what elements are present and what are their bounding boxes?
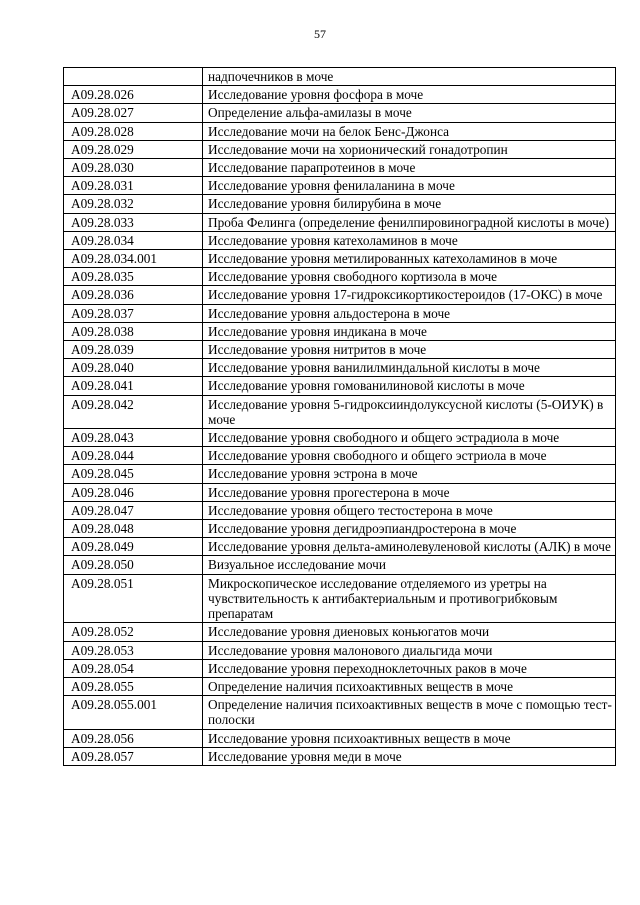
- service-name-cell: Исследование уровня общего тестостерона в моче: [203, 501, 616, 519]
- table-row: [64, 483, 616, 501]
- table-row: [64, 623, 616, 641]
- service-name-cell: Исследование уровня прогестерона в моче: [203, 483, 616, 501]
- table-row: [64, 677, 616, 695]
- table-row: [64, 341, 616, 359]
- service-name-cell: Исследование уровня индикана в моче: [203, 322, 616, 340]
- service-name-cell: Визуальное исследование мочи: [203, 556, 616, 574]
- service-name-cell: Исследование уровня нитритов в моче: [203, 341, 616, 359]
- service-name-cell: Исследование парапротеинов в моче: [203, 159, 616, 177]
- table-row: [64, 696, 616, 729]
- service-name-cell: Исследование уровня фосфора в моче: [203, 86, 616, 104]
- table-row: [64, 213, 616, 231]
- service-name-cell: Исследование уровня метилированных катехоламинов в моче: [203, 250, 616, 268]
- service-name-cell: Проба Фелинга (определение фенилпировиноградной кислоты в моче): [203, 213, 616, 231]
- service-code-cell: A09.28.039: [64, 341, 203, 359]
- service-code-cell: A09.28.037: [64, 304, 203, 322]
- service-name-cell: Определение наличия психоактивных веществ в моче с помощью тест-полоски: [203, 696, 616, 729]
- service-name-cell: Исследование уровня альдостерона в моче: [203, 304, 616, 322]
- service-name-cell: Исследование уровня 5-гидроксииндолуксусной кислоты (5-ОИУК) в моче: [203, 395, 616, 428]
- service-code-cell: A09.28.046: [64, 483, 203, 501]
- service-code-cell: A09.28.036: [64, 286, 203, 304]
- service-code-cell: A09.28.051: [64, 574, 203, 623]
- service-code-cell: A09.28.031: [64, 177, 203, 195]
- service-code-cell: A09.28.057: [64, 747, 203, 765]
- table-row: [64, 231, 616, 249]
- table-row: [64, 520, 616, 538]
- service-name-cell: Исследование уровня психоактивных веществ в моче: [203, 729, 616, 747]
- table-row: [64, 429, 616, 447]
- page-number: 57: [314, 27, 326, 41]
- table-row: [64, 86, 616, 104]
- service-name-cell: Исследование уровня ванилилминдальной кислоты в моче: [203, 359, 616, 377]
- service-name-cell: Исследование уровня 17-гидроксикортикостероидов (17-ОКС) в моче: [203, 286, 616, 304]
- table-body: [64, 68, 616, 766]
- table-row: [64, 538, 616, 556]
- service-code-cell: A09.28.055.001: [64, 696, 203, 729]
- service-name-cell: Исследование уровня малонового диальгида мочи: [203, 641, 616, 659]
- service-code-cell: A09.28.027: [64, 104, 203, 122]
- service-code-cell: A09.28.030: [64, 159, 203, 177]
- service-name-cell: Исследование уровня переходноклеточных раков в моче: [203, 659, 616, 677]
- service-name-cell: Исследование уровня катехоламинов в моче: [203, 231, 616, 249]
- service-code-cell: A09.28.026: [64, 86, 203, 104]
- service-code-cell: A09.28.045: [64, 465, 203, 483]
- service-name-cell: Микроскопическое исследование отделяемого из уретры на чувствительность к антибактериальным и противогрибковым препаратам: [203, 574, 616, 623]
- service-code-cell: A09.28.034.001: [64, 250, 203, 268]
- service-name-cell: Определение наличия психоактивных веществ в моче: [203, 677, 616, 695]
- service-code-cell: A09.28.053: [64, 641, 203, 659]
- service-name-cell: Исследование мочи на белок Бенс-Джонса: [203, 122, 616, 140]
- table-row: [64, 250, 616, 268]
- service-name-cell: Исследование уровня свободного и общего эстрадиола в моче: [203, 429, 616, 447]
- table-row: [64, 747, 616, 765]
- service-code-cell: A09.28.040: [64, 359, 203, 377]
- table-row: [64, 729, 616, 747]
- service-name-cell: Исследование уровня дегидроэпиандростерона в моче: [203, 520, 616, 538]
- service-name-cell: Определение альфа-амилазы в моче: [203, 104, 616, 122]
- service-code-cell: A09.28.043: [64, 429, 203, 447]
- service-name-cell: Исследование уровня билирубина в моче: [203, 195, 616, 213]
- service-code-cell: A09.28.048: [64, 520, 203, 538]
- service-code-cell: A09.28.042: [64, 395, 203, 428]
- service-name-cell: Исследование уровня меди в моче: [203, 747, 616, 765]
- table-row: [64, 268, 616, 286]
- service-code-cell: A09.28.041: [64, 377, 203, 395]
- service-code-cell: [64, 68, 203, 86]
- service-code-cell: A09.28.038: [64, 322, 203, 340]
- table-row: [64, 501, 616, 519]
- service-code-cell: A09.28.055: [64, 677, 203, 695]
- service-code-cell: A09.28.054: [64, 659, 203, 677]
- table-row: [64, 465, 616, 483]
- service-code-cell: A09.28.032: [64, 195, 203, 213]
- service-code-cell: A09.28.029: [64, 140, 203, 158]
- services-table: [63, 67, 616, 766]
- service-code-cell: A09.28.033: [64, 213, 203, 231]
- table-row: [64, 322, 616, 340]
- service-name-cell: Исследование уровня свободного кортизола в моче: [203, 268, 616, 286]
- service-code-cell: A09.28.050: [64, 556, 203, 574]
- table-row: [64, 659, 616, 677]
- table-row: [64, 574, 616, 623]
- table-row: [64, 195, 616, 213]
- service-name-cell: Исследование уровня гомованилиновой кислоты в моче: [203, 377, 616, 395]
- table-row: [64, 395, 616, 428]
- table-row: [64, 641, 616, 659]
- table-row: [64, 177, 616, 195]
- table-row: [64, 286, 616, 304]
- service-name-cell: Исследование уровня фенилаланина в моче: [203, 177, 616, 195]
- table-row: [64, 159, 616, 177]
- service-name-cell: Исследование уровня эстрона в моче: [203, 465, 616, 483]
- table-row: [64, 104, 616, 122]
- service-name-cell: Исследование мочи на хорионический гонадотропин: [203, 140, 616, 158]
- service-code-cell: A09.28.049: [64, 538, 203, 556]
- service-code-cell: A09.28.034: [64, 231, 203, 249]
- service-code-cell: A09.28.047: [64, 501, 203, 519]
- table-row: [64, 304, 616, 322]
- table-row: [64, 122, 616, 140]
- table-row: [64, 556, 616, 574]
- table-row: [64, 68, 616, 86]
- table-row: [64, 359, 616, 377]
- service-code-cell: A09.28.035: [64, 268, 203, 286]
- service-name-cell: надпочечников в моче: [203, 68, 616, 86]
- service-code-cell: A09.28.044: [64, 447, 203, 465]
- service-name-cell: Исследование уровня свободного и общего эстриола в моче: [203, 447, 616, 465]
- service-code-cell: A09.28.056: [64, 729, 203, 747]
- table-row: [64, 140, 616, 158]
- service-name-cell: Исследование уровня дельта-аминолевуленовой кислоты (АЛК) в моче: [203, 538, 616, 556]
- table-row: [64, 377, 616, 395]
- service-code-cell: A09.28.028: [64, 122, 203, 140]
- service-code-cell: A09.28.052: [64, 623, 203, 641]
- table-row: [64, 447, 616, 465]
- service-name-cell: Исследование уровня диеновых коньюгатов мочи: [203, 623, 616, 641]
